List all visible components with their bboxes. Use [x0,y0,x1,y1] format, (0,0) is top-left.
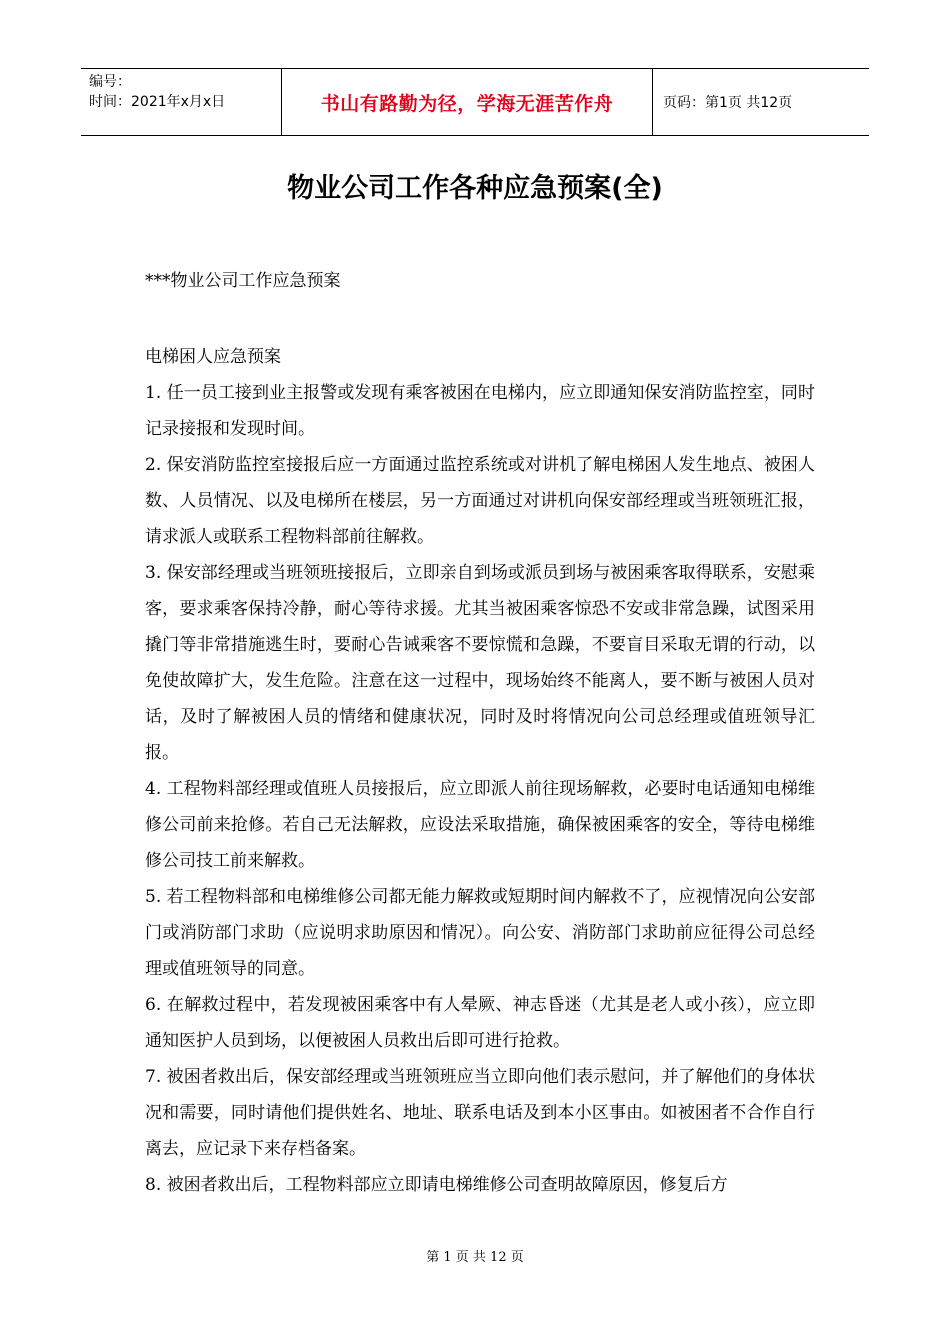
paragraph-2: 2. 保安消防监控室接报后应一方面通过监控系统或对讲机了解电梯困人发生地点、被困人数、人员情况、以及电梯所在楼层，另一方面通过对讲机向保安部经理或当班领班汇报，请求派人或联系工程物料部前往解救。 [145,455,815,547]
paragraph-6: 6. 在解救过程中，若发现被困乘客中有人晕厥、神志昏迷（尤其是老人或小孩），应立即通知医护人员到场，以便被困人员救出后即可进行抢救。 [145,995,815,1051]
document-subtitle: ***物业公司工作应急预案 [145,271,341,291]
header-meta-cell [81,69,281,135]
paragraph-1: 1. 任一员工接到业主报警或发现有乘客被困在电梯内，应立即通知保安消防监控室，同时记录接报和发现时间。 [145,383,815,439]
header-motto: 书山有路勤为径，学海无涯苦作舟 [281,69,653,135]
paragraph-5: 5. 若工程物料部和电梯维修公司都无能力解救或短期时间内解救不了，应视情况向公安部门或消防部门求助（应说明求助原因和情况）。向公安、消防部门求助前应征得公司总经理或值班领导的同意。 [145,887,815,979]
header-table [81,68,869,136]
paragraph-4: 4. 工程物料部经理或值班人员接报后，应立即派人前往现场解救，必要时电话通知电梯维修公司前来抢修。若自己无法解救，应设法采取措施，确保被困乘客的安全，等待电梯维修公司技工前来解救。 [145,779,815,871]
paragraph-7: 7. 被困者救出后，保安部经理或当班领班应当立即向他们表示慰问，并了解他们的身体状况和需要，同时请他们提供姓名、地址、联系电话及到本小区事由。如被困者不合作自行离去，应记录下来存档备案。 [145,1067,815,1159]
document-title: 物业公司工作各种应急预案(全) [287,173,663,204]
number-label: 编号： [89,74,131,90]
header-page-info: 页码：第1页 共12页 [663,95,793,111]
paragraph-8: 8. 被困者救出后，工程物料部应立即请电梯维修公司查明故障原因，修复后方 [145,1175,728,1195]
time-label: 时间：2021年x月x日 [89,94,226,110]
document-body [145,339,815,1203]
page-footer: 第 1 页 共 12 页 [426,1250,524,1265]
section-heading: 电梯困人应急预案 [145,347,281,367]
paragraph-3: 3. 保安部经理或当班领班接报后，立即亲自到场或派员到场与被困乘客取得联系，安慰乘客，要求乘客保持冷静，耐心等待求援。尤其当被困乘客惊恐不安或非常急躁，试图采用撬门等非常措施逃生时，要耐心告诫乘客不要惊慌和急躁，不要盲目采取无谓的行动，以免使故障扩大，发生危险。注意在这一过程中，现场始终不能离人，要不断与被困人员对话，及时了解被困人员的情绪和健康状况，同时及时将情况向公司总经理或值班领导汇报。 [145,563,815,763]
